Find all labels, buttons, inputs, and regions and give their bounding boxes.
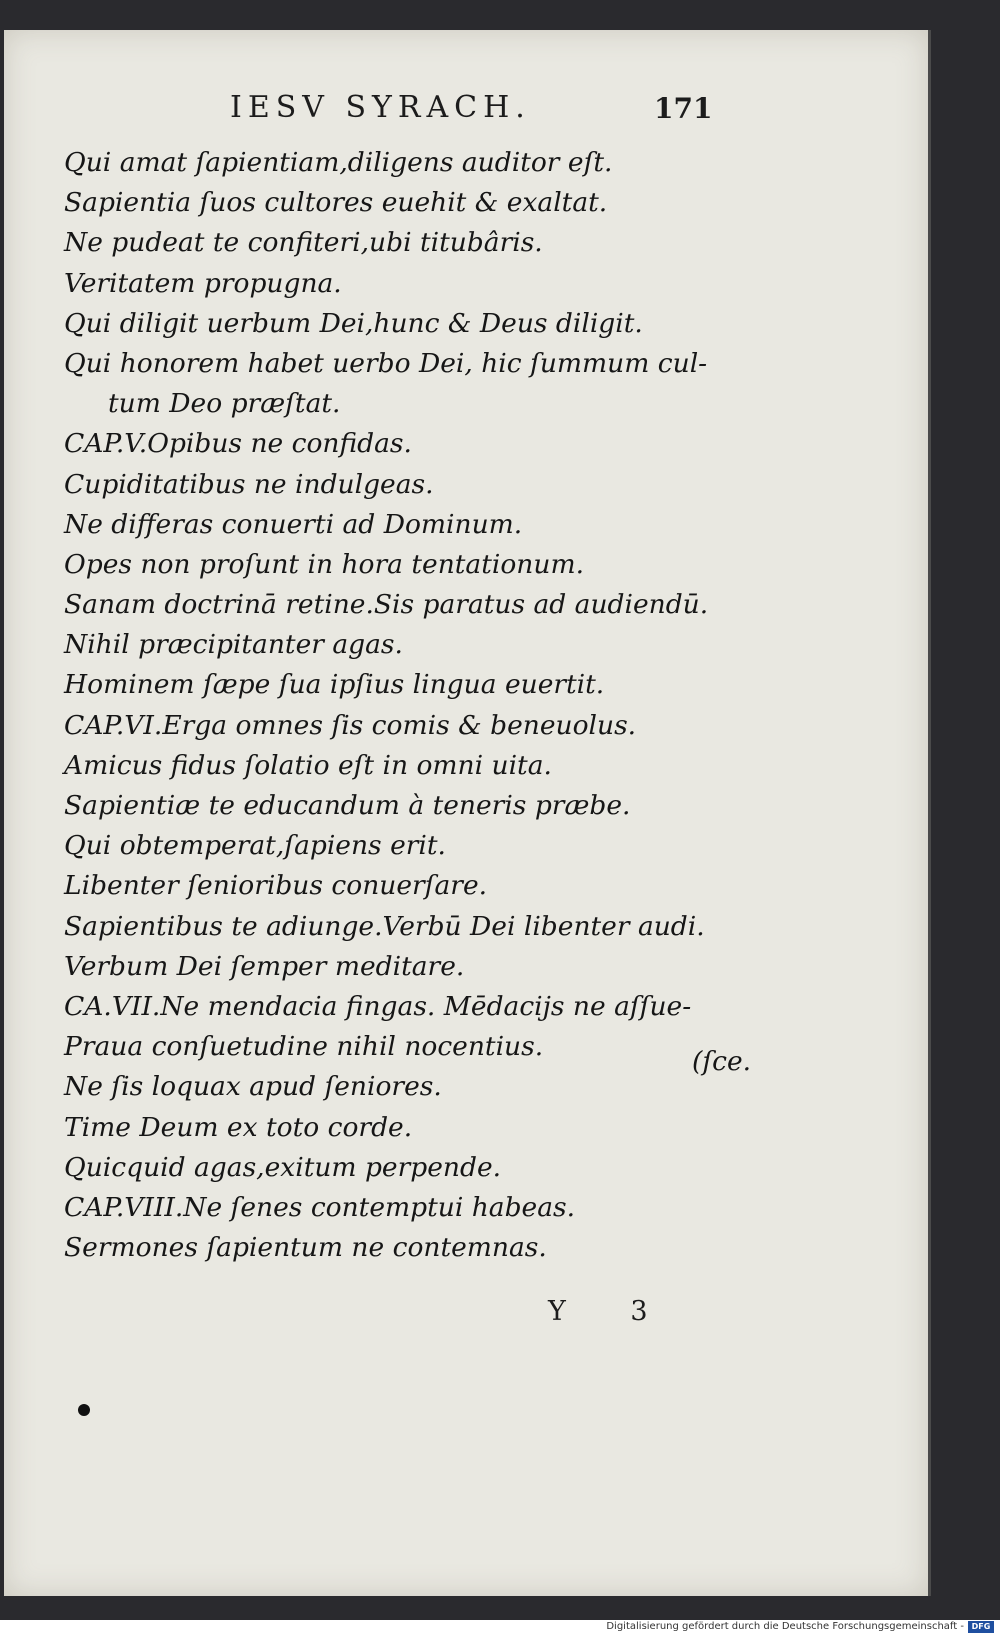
ink-spot: [78, 1404, 90, 1416]
text-line: Libenter ſenioribus conuerſare.: [64, 870, 488, 902]
text-line: Sapientia ſuos cultores euehit & exaltat.: [64, 187, 608, 219]
chapter-line: CA.VII.Ne mendacia fingas. Mēdacijs ne aſſue-: [64, 990, 692, 1022]
digitization-footer: [0, 1620, 1000, 1634]
text-line: Qui diligit uerbum Dei,hunc & Deus diligit.: [64, 307, 643, 339]
text-line: Cupiditatibus ne indulgeas.: [64, 468, 434, 500]
text-line: Sapientiæ te educandum à teneris præbe.: [64, 790, 631, 821]
chapter-line: CAP.V.Opibus ne confidas.: [64, 428, 412, 460]
text-line: Ne pudeat te confiteri,ubi titubâris.: [64, 227, 543, 259]
text-line: tum Deo præſtat.: [108, 388, 341, 420]
signature-mark: Y 3: [548, 1296, 676, 1327]
text-line: Ne differas conuerti ad Dominum.: [64, 508, 523, 540]
text-line: Quicquid agas,exitum perpende.: [64, 1151, 502, 1183]
text-line: Time Deum ex toto corde.: [64, 1111, 413, 1143]
text-block: [64, 143, 709, 1268]
text-line: Qui amat ſapientiam,diligens auditor eſt.: [64, 147, 613, 178]
chapter-line: CAP.VI.Erga omnes ſis comis & beneuolus.: [64, 709, 637, 741]
text-line: Verbum Dei ſemper meditare.: [64, 950, 465, 982]
text-line: Amicus fidus ſolatio eſt in omni uita.: [64, 749, 552, 781]
text-line: Opes non proſunt in hora tentationum.: [64, 548, 584, 580]
text-line: Nihil præcipitanter agas.: [64, 629, 403, 661]
dfg-logo: DFG: [968, 1621, 994, 1633]
page-number: 171: [654, 92, 713, 125]
footer-credit: Digitalisierung gefördert durch die Deutsche Forschungsgemeinschaft -: [606, 1621, 964, 1632]
text-line: Hominem ſæpe ſua ipſius lingua euertit.: [64, 669, 605, 701]
text-line: Sanam doctrinā retine.Sis paratus ad audiendū.: [64, 589, 709, 621]
text-line: Veritatem propugna.: [64, 267, 342, 299]
chapter-line: CAP.VIII.Ne ſenes contemptui habeas.: [64, 1191, 576, 1223]
text-line: Qui honorem habet uerbo Dei, hic ſummum cul-: [64, 347, 708, 379]
text-line: Qui obtemperat,ſapiens erit.: [64, 830, 446, 862]
running-title: IESV SYRACH.: [230, 90, 531, 125]
text-line: Praua conſuetudine nihil nocentius.: [64, 1031, 544, 1063]
text-line: Sermones ſapientum ne contemnas.: [64, 1232, 547, 1264]
text-line: Sapientibus te adiunge.Verbū Dei libenter audi.: [64, 910, 705, 942]
text-line: Ne ſis loquax apud ſeniores.: [64, 1071, 442, 1103]
line-continuation: (ſce.: [692, 1046, 752, 1077]
